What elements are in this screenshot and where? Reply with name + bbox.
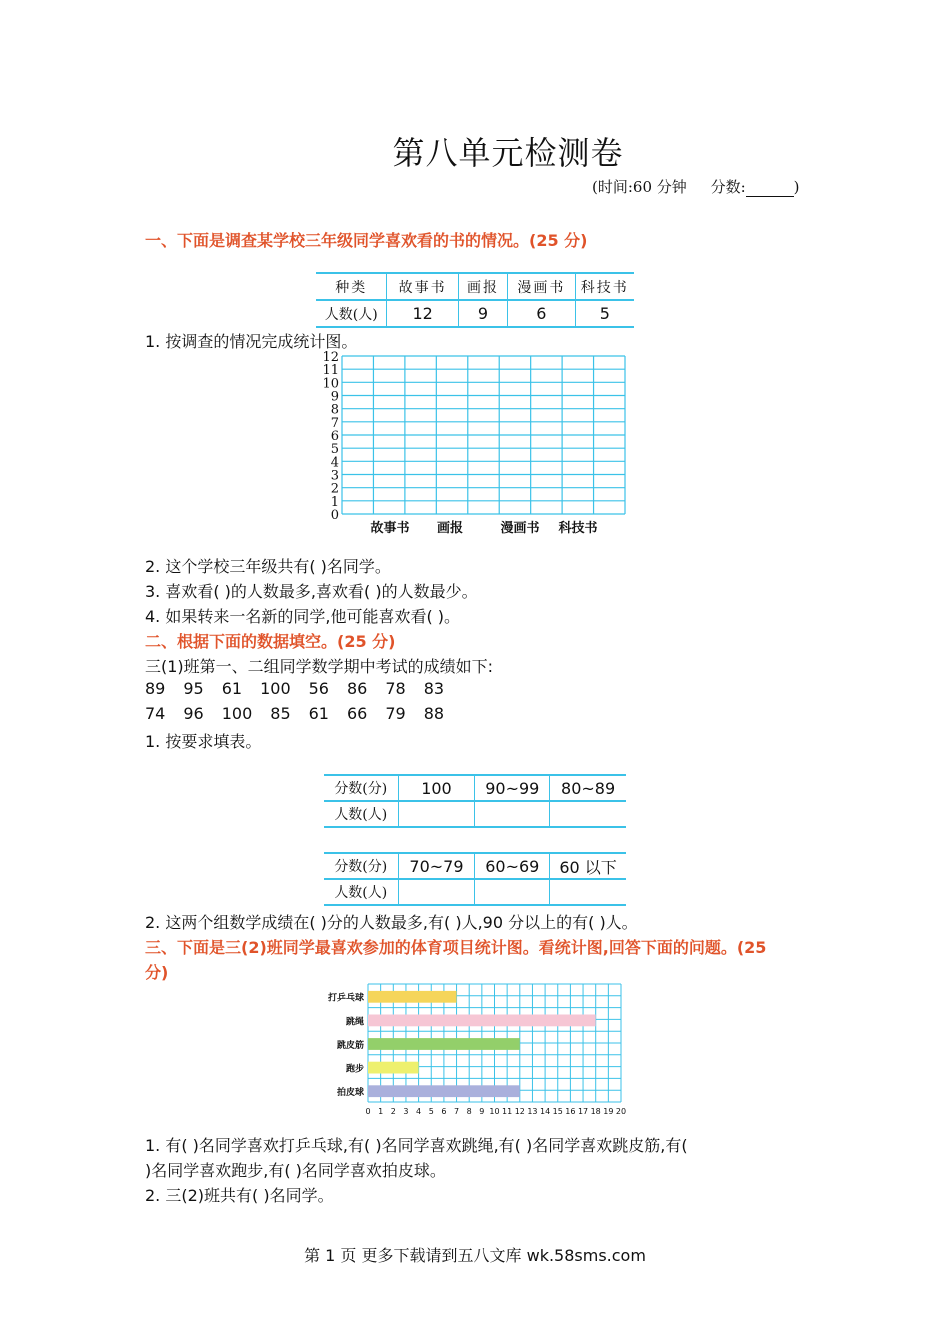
page-title: 第八单元检测卷 [392, 134, 624, 172]
score-value: 96 [183, 704, 204, 723]
x-tick-label: 4 [416, 1107, 422, 1116]
table-header-cell: 种类 [316, 273, 387, 300]
range-cell: 60~69 [475, 853, 550, 879]
score-value: 66 [346, 704, 368, 723]
x-tick-label: 0 [365, 1107, 371, 1116]
x-tick-label: 12 [514, 1107, 525, 1116]
score-value: 74 [145, 704, 166, 723]
score-value: 100 [221, 704, 253, 723]
score-label: 分数: [710, 178, 746, 196]
score-value: 61 [308, 704, 329, 723]
table-row-label: 人数(人) [316, 300, 387, 327]
x-tick-label: 2 [390, 1107, 396, 1116]
x-tick-label: 15 [552, 1107, 563, 1116]
book-survey-table [316, 272, 634, 328]
s1-question-3: 3. 喜欢看( )的人数最多,喜欢看( )的人数最少。 [145, 582, 478, 601]
section2-heading: 二、根据下面的数据填空。(25 分) [145, 632, 396, 651]
x-tick-label: 9 [479, 1107, 485, 1116]
score-value: 79 [385, 704, 406, 723]
range-cell: 80~89 [550, 775, 626, 801]
bar [368, 1062, 419, 1074]
category-label: 拍皮球 [336, 1088, 364, 1099]
s2-intro: 三(1)班第一、二组同学数学期中考试的成绩如下: [145, 657, 494, 676]
section1-heading: 一、下面是调查某学校三年级同学喜欢看的书的情况。(25 分) [145, 231, 588, 250]
score-value: 100 [260, 679, 291, 698]
sports-bar-chart [318, 980, 630, 1120]
x-tick-label: 19 [603, 1107, 614, 1116]
x-tick-label: 11 [502, 1107, 513, 1116]
y-tick-label: 4 [330, 455, 339, 471]
category-label: 画报 [436, 521, 464, 536]
s3-question-2: 2. 三(2)班共有( )名同学。 [145, 1186, 334, 1205]
range-cell: 60 以下 [550, 853, 626, 879]
score-value: 85 [270, 704, 291, 723]
x-tick-label: 10 [489, 1107, 500, 1116]
table-cell: 9 [458, 300, 507, 327]
score-label-cell: 分数(分) [324, 853, 398, 879]
time-label: (时间:60 分钟 [592, 178, 687, 196]
s3-question-1-line1: 1. 有( )名同学喜欢打乒乓球,有( )名同学喜欢跳绳,有( )名同学喜欢跳皮筋,有( [145, 1136, 688, 1155]
s1-question-4: 4. 如果转来一名新的同学,他可能喜欢看( )。 [145, 607, 461, 626]
x-tick-label: 17 [577, 1107, 589, 1116]
page-footer: 第 1 页 更多下载请到五八文库 wk.58sms.com [304, 1246, 646, 1265]
count-label-cell: 人数(人) [324, 801, 398, 827]
y-tick-label: 8 [330, 402, 339, 418]
meta-close: ) [793, 178, 800, 196]
category-label: 漫画书 [500, 521, 540, 536]
x-tick-label: 6 [441, 1107, 447, 1116]
s2-question-1: 1. 按要求填表。 [145, 732, 262, 751]
s2-question-2: 2. 这两个组数学成绩在( )分的人数最多,有( )人,90 分以上的有( )人。 [145, 913, 638, 932]
table-header-cell: 漫画书 [508, 273, 575, 300]
x-tick-label: 14 [540, 1107, 551, 1116]
scores-row-1 [145, 679, 462, 698]
bar [368, 991, 457, 1003]
score-value: 56 [308, 679, 329, 698]
bar [368, 1038, 520, 1050]
section3-heading-line1: 三、下面是三(2)班同学最喜欢参加的体育项目统计图。看统计图,回答下面的问题。(25 [145, 938, 767, 957]
category-label: 跳皮筋 [336, 1040, 364, 1051]
score-range-table [324, 774, 626, 906]
table-cell: 5 [575, 300, 634, 327]
category-label: 跳绳 [345, 1017, 364, 1028]
score-value: 78 [385, 679, 406, 698]
x-tick-label: 13 [527, 1107, 538, 1116]
x-tick-label: 1 [378, 1107, 384, 1116]
count-blank[interactable] [475, 879, 550, 905]
x-tick-label: 8 [466, 1107, 472, 1116]
score-value: 89 [145, 679, 166, 698]
section3-heading-line2: 分) [145, 963, 169, 982]
book-grid-chart [316, 350, 636, 540]
y-tick-label: 6 [330, 429, 339, 444]
s3-question-1-line2: )名同学喜欢跑步,有( )名同学喜欢拍皮球。 [145, 1161, 446, 1180]
score-value: 83 [423, 679, 445, 698]
table-cell: 12 [387, 300, 458, 327]
count-label-cell: 人数(人) [324, 879, 398, 905]
y-tick-label: 11 [322, 363, 339, 379]
x-tick-label: 7 [454, 1107, 460, 1116]
table-header-cell: 故事书 [387, 273, 458, 300]
y-tick-label: 7 [330, 415, 339, 431]
count-blank[interactable] [550, 879, 626, 905]
range-cell: 90~99 [475, 775, 550, 801]
range-cell: 100 [398, 775, 475, 801]
count-blank[interactable] [475, 801, 550, 827]
bar [368, 1015, 596, 1027]
scores-row-2 [145, 704, 462, 723]
score-value: 61 [221, 679, 243, 698]
y-tick-label: 12 [322, 350, 339, 365]
y-tick-label: 10 [322, 376, 339, 392]
category-label: 打乒乓球 [327, 993, 364, 1004]
x-tick-label: 18 [590, 1107, 601, 1116]
count-blank[interactable] [398, 801, 475, 827]
category-label: 故事书 [370, 521, 410, 536]
y-tick-label: 2 [330, 481, 339, 497]
x-tick-label: 20 [615, 1107, 627, 1116]
exam-meta [592, 176, 800, 197]
range-cell: 70~79 [398, 853, 475, 879]
y-tick-label: 0 [330, 508, 339, 523]
bar [368, 1085, 520, 1097]
category-label: 跑步 [345, 1064, 364, 1075]
s1-question-2: 2. 这个学校三年级共有( )名同学。 [145, 557, 391, 576]
score-label-cell: 分数(分) [324, 775, 398, 801]
y-tick-label: 3 [330, 468, 339, 484]
table-header-cell: 画报 [458, 273, 507, 300]
count-blank[interactable] [398, 879, 475, 905]
y-tick-label: 5 [330, 442, 339, 458]
count-blank[interactable] [550, 801, 626, 827]
score-value: 88 [423, 704, 445, 723]
x-tick-label: 16 [565, 1107, 576, 1116]
table-cell: 6 [508, 300, 575, 327]
y-tick-label: 1 [330, 494, 339, 510]
x-tick-label: 3 [403, 1107, 409, 1116]
category-label: 科技书 [558, 521, 598, 536]
s1-question-1: 1. 按调查的情况完成统计图。 [145, 332, 358, 351]
score-value: 95 [183, 679, 204, 698]
score-value: 86 [346, 679, 368, 698]
y-tick-label: 9 [330, 389, 339, 405]
table-header-cell: 科技书 [575, 273, 634, 300]
score-blank[interactable] [746, 182, 794, 197]
x-tick-label: 5 [428, 1107, 434, 1116]
